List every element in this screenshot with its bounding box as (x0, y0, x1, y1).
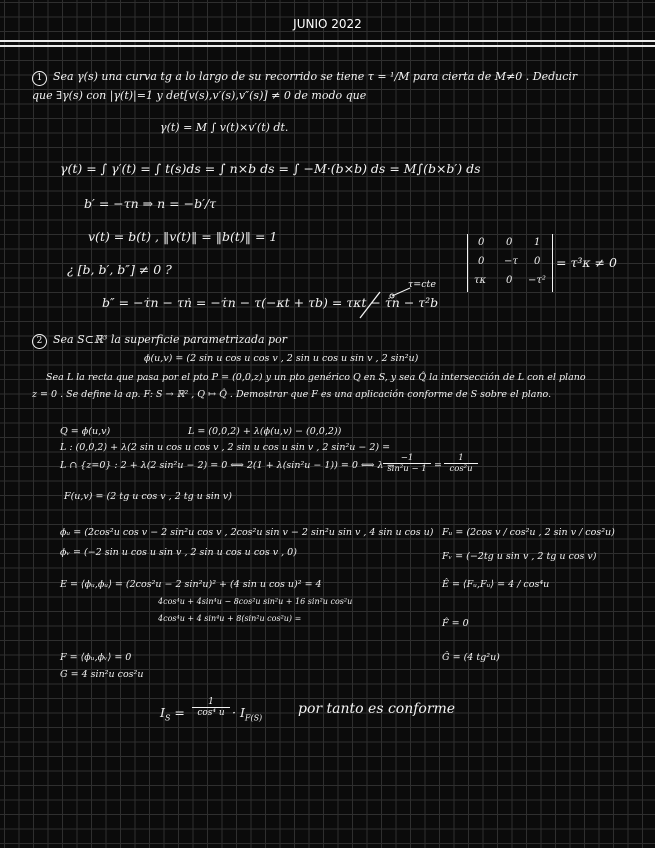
E-line-3: 4cos⁴u + 4 sin⁴u + 8(sin²u cos²u) = (158, 614, 302, 623)
G-hat: Ĝ = (4 tg²u) (442, 652, 500, 663)
problem1-binormal-derivative: b′ = −τn ⇒ n = −b′/τ (84, 196, 217, 211)
matrix-cell-r1c2: 0 (506, 237, 513, 248)
F-coefficient: F = ⟨ϕᵤ,ϕᵥ⟩ = 0 (60, 652, 132, 663)
lambda-fraction-2-den: cos²u (444, 463, 478, 474)
problem1-second-derivative: b″ = −τ̇n − τṅ = −τ̇n − τ(−κt + τb) = τκt − τ̇n − τ²b (102, 295, 439, 310)
phi-u: ϕᵤ = (2cos²u cos v − 2 sin²u cos v , 2cos²u sin v − 2 sin²u sin v , 4 sin u cos u) (60, 527, 434, 538)
page-title: JUNIO 2022 (293, 17, 362, 31)
matrix-cell-r3c3: −τ² (528, 275, 546, 286)
problem2-line-def: L = (0,0,2) + λ(ϕ(u,v) − (0,0,2)) (188, 426, 342, 437)
lambda-fraction-1 (383, 453, 431, 474)
matrix-cell-r1c3: 1 (534, 237, 541, 248)
equals-sign: = (434, 460, 442, 471)
conclusion-IF (232, 706, 262, 723)
F-u: Fᵤ = (2cos v / cos²u , 2 sin v / cos²u) (442, 527, 615, 538)
E-line-1: E = ⟨ϕᵤ,ϕᵤ⟩ = (2cos²u − 2 sin²u)² + (4 sin u cos u)² = 4 (60, 579, 322, 590)
problem2-intersection: L ∩ {z=0} : 2 + λ(2 sin²u − 2) = 0 ⟺ 2(1 + λ(sin²u − 1)) = 0 ⟺ λ = (60, 460, 395, 471)
conclusion-I: $I_S$ = (160, 705, 185, 723)
conclusion-fraction-num: 1 (208, 697, 214, 707)
matrix-cell-r2c2: −τ (504, 256, 518, 267)
conclusion-I-subscript: S (164, 713, 171, 723)
problem1-v-norm: v(t) = b(t) , ‖v(t)‖ = ‖b(t)‖ = 1 (88, 229, 278, 244)
lambda-fraction-2 (444, 453, 478, 474)
conclusion-fraction (192, 697, 230, 718)
strike-tau-dot-term (360, 292, 380, 318)
arrow-to-tau-cte (392, 288, 410, 296)
matrix-cell-r1c1: 0 (478, 237, 485, 248)
matrix-cell-r3c2: 0 (506, 275, 513, 286)
lambda-fraction-1-num: −1 (400, 453, 414, 463)
problem2-map-F: F(u,v) = (2 tg u cos v , 2 tg u sin v) (64, 491, 232, 502)
F-v: Fᵥ = (−2tg u sin v , 2 tg u cos v) (442, 551, 597, 562)
E-line-2: 4cos⁴u + 4sin⁴u − 8cos²u sin²u + 16 sin²u cos²u (158, 597, 353, 606)
conclusion-IF-subscript: F(S) (244, 713, 263, 723)
problem1-gamma-derivation: γ(t) = ∫ γ′(t) = ∫ t(s)ds = ∫ n×b ds = ∫ −M·(b×b) ds = M∫(b×b′) ds (60, 161, 481, 176)
problem1-number: 1 (32, 71, 47, 86)
conclusion-text: por tanto es conforme (298, 701, 456, 717)
E-hat: Ê = ⟨Fᵤ,Fᵤ⟩ = 4 / cos⁴u (442, 579, 550, 590)
problem2-statement-line2: Sea L la recta que pasa por el pto P = (0,0,z) y un pto genérico Q en S, y sea Q̂ la intersección de L con el plano (46, 372, 586, 383)
problem2-line1-text: Sea S⊂ℝ³ la superficie parametrizada por (53, 333, 287, 346)
lambda-fraction-2-num: 1 (458, 453, 464, 463)
matrix-cell-r2c3: 0 (534, 256, 541, 267)
conclusion-fraction-den: cos⁴ u (192, 707, 230, 718)
determinant-matrix (467, 234, 553, 292)
problem1-formula: γ(t) = M ∫ v(t)×v′(t) dt. (160, 121, 289, 134)
lambda-fraction-1-den: sin²u − 1 (383, 463, 431, 474)
F-hat: F̂ = 0 (442, 618, 469, 629)
problem2-parametrization: ϕ(u,v) = (2 sin u cos u cos v , 2 sin u cos u sin v , 2 sin²u) (144, 353, 419, 364)
phi-v: ϕᵥ = (−2 sin u cos u sin v , 2 sin u cos u cos v , 0) (60, 547, 297, 558)
matrix-cell-r3c1: τκ (474, 275, 487, 286)
G-coefficient: G = 4 sin²u cos²u (60, 669, 144, 680)
problem2-statement-line3: z = 0 . Se define la ap. F: S → ℝ² , Q ↦ Q̂ . Demostrar que F es una aplicación conforme de S sobre el plano. (32, 389, 552, 400)
conclusion-IF-letter: · I (232, 705, 245, 720)
matrix-cell-r2c1: 0 (478, 256, 485, 267)
problem1-tau-constant: τ=cte (408, 279, 436, 290)
problem2-line-expanded: L : (0,0,2) + λ(2 sin u cos u cos v , 2 sin u cos u sin v , 2 sin²u − 2) = (60, 442, 391, 453)
problem2-statement-line1 (32, 334, 287, 349)
conclusion-I-letter: I (160, 705, 165, 720)
determinant-result: = τ³κ ≠ 0 (556, 255, 617, 270)
problem2-q-def: Q = ϕ(u,v) (60, 426, 111, 437)
problem1-det-question: ¿ [b, b′, b″] ≠ 0 ? (67, 262, 172, 277)
problem1-line1-text: Sea γ(s) una curva tg a lo largo de su recorrido se tiene τ = ¹/M para cierta de M≠0 . Deducir (53, 70, 578, 83)
problem2-number: 2 (32, 334, 47, 349)
problem1-statement-line2: que ∃γ(s) con |γ(t)|=1 y det[v(s),v′(s),v″(s)] ≠ 0 de modo que (32, 89, 367, 102)
